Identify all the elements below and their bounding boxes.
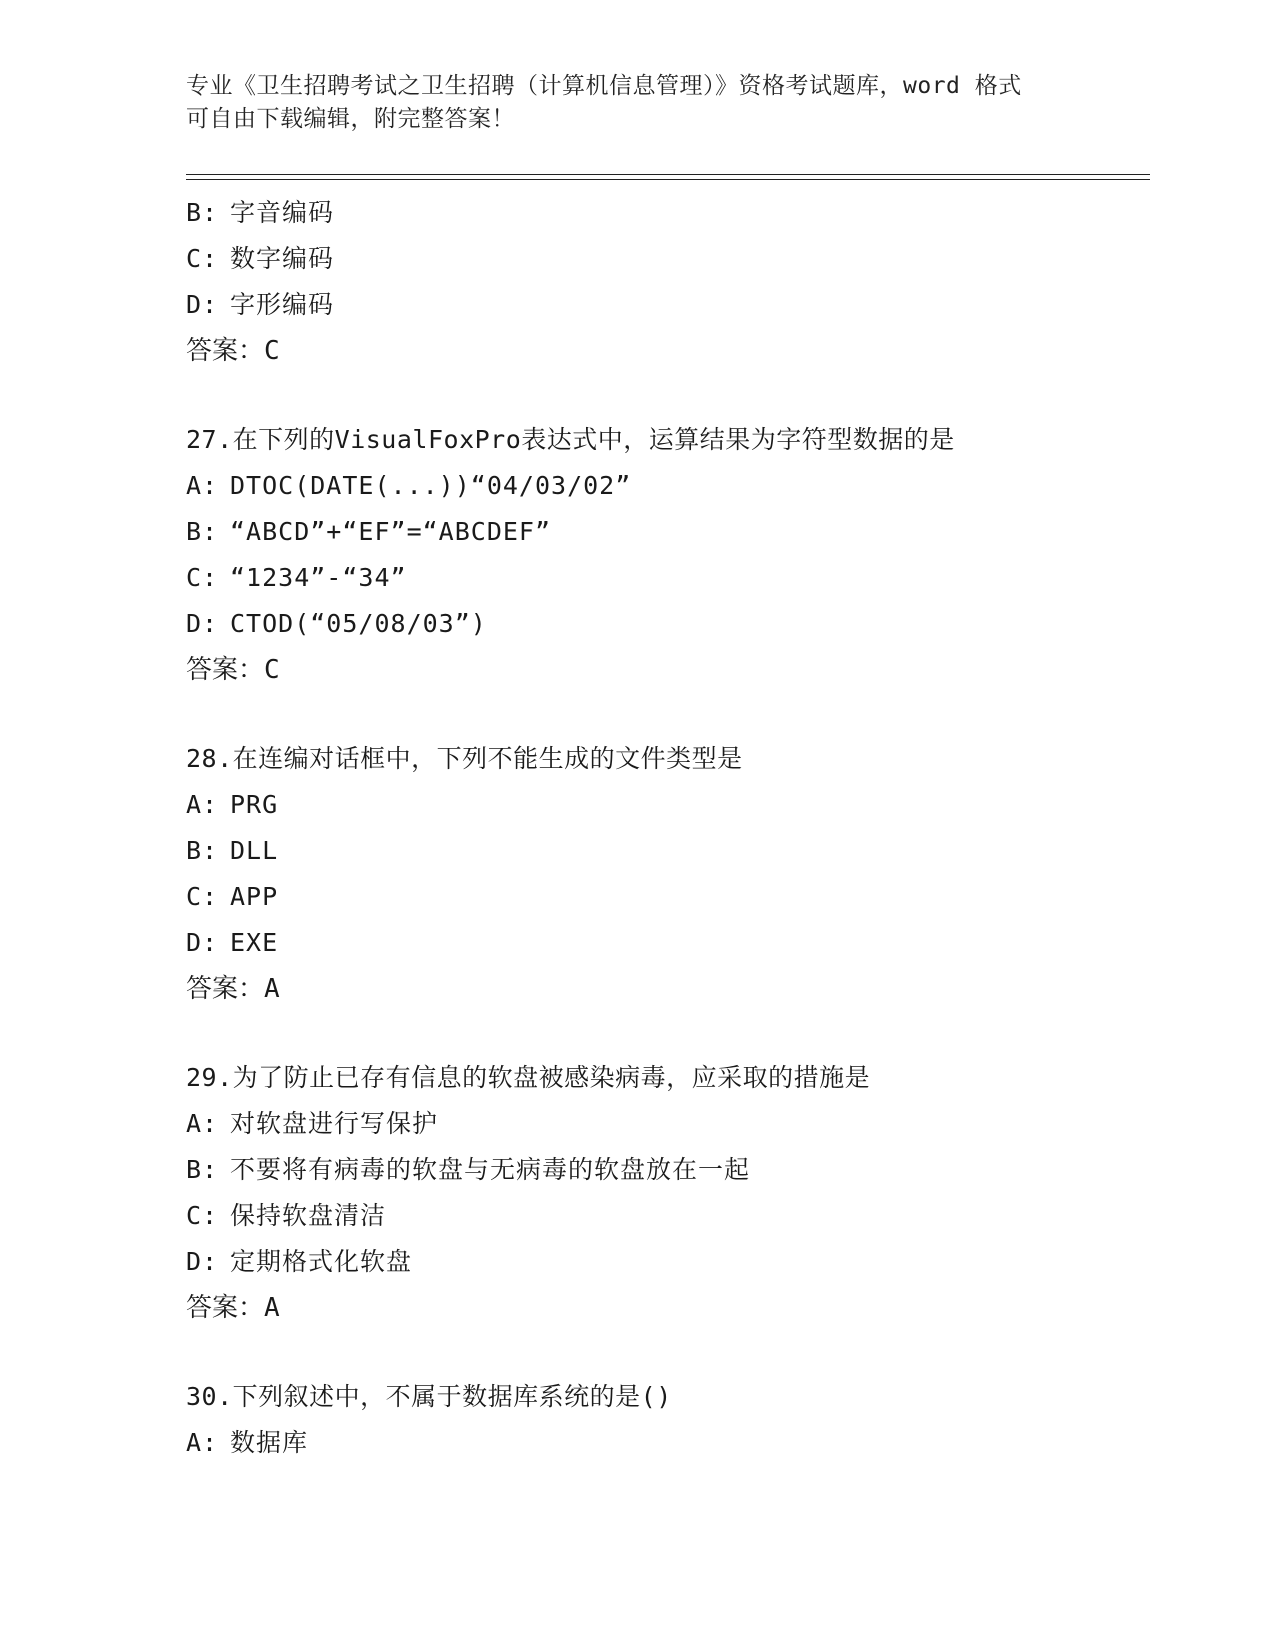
question-title: 30.下列叙述中，不属于数据库系统的是() — [186, 1382, 672, 1411]
option-text: 字音编码 — [230, 198, 335, 227]
option-letter: D: — [186, 1247, 219, 1276]
option-text: DTOC(DATE(...))“04/03/02” — [230, 471, 632, 500]
option-line — [186, 601, 1150, 647]
option-text: CTOD(“05/08/03”) — [230, 609, 487, 638]
option-letter: D: — [186, 609, 219, 638]
option-text: 定期格式化软盘 — [230, 1247, 413, 1276]
header-line-2: 可自由下载编辑，附完整答案！ — [186, 106, 515, 132]
question-list — [186, 190, 1150, 1466]
answer-line — [186, 328, 1150, 374]
option-line — [186, 828, 1150, 874]
option-text: PRG — [230, 790, 279, 819]
answer-label: 答案： — [186, 655, 265, 685]
option-line — [186, 236, 1150, 282]
header-rule-bottom — [186, 179, 1150, 180]
answer-value: C — [264, 336, 280, 366]
answer-label: 答案： — [186, 336, 265, 366]
option-text: “1234”-“34” — [230, 563, 407, 592]
option-line — [186, 555, 1150, 601]
answer-label: 答案： — [186, 1293, 265, 1323]
question-title: 29.为了防止已存有信息的软盘被感染病毒，应采取的措施是 — [186, 1063, 871, 1092]
option-letter: C: — [186, 244, 219, 273]
option-letter: A: — [186, 471, 219, 500]
answer-line — [186, 1285, 1150, 1331]
answer-line — [186, 647, 1150, 693]
option-line — [186, 1101, 1150, 1147]
option-letter: C: — [186, 563, 219, 592]
option-line — [186, 920, 1150, 966]
answer-value: A — [264, 974, 280, 1004]
option-line — [186, 282, 1150, 328]
header-rule-top — [186, 174, 1150, 175]
option-text: DLL — [230, 836, 279, 865]
option-letter: B: — [186, 198, 219, 227]
answer-value: A — [264, 1293, 280, 1323]
option-letter: B: — [186, 836, 219, 865]
option-text: EXE — [230, 928, 279, 957]
option-line — [186, 782, 1150, 828]
option-text: 数字编码 — [230, 244, 335, 273]
option-text: 保持软盘清洁 — [230, 1201, 387, 1230]
answer-label: 答案： — [186, 974, 265, 1004]
option-line — [186, 463, 1150, 509]
option-line — [186, 1193, 1150, 1239]
option-letter: A: — [186, 790, 219, 819]
option-text: 不要将有病毒的软盘与无病毒的软盘放在一起 — [230, 1155, 751, 1184]
header-line-1: 专业《卫生招聘考试之卫生招聘（计算机信息管理）》资格考试题库，word 格式 — [186, 73, 1022, 99]
option-line — [186, 874, 1150, 920]
question-28 — [186, 736, 1150, 1012]
option-letter: C: — [186, 882, 219, 911]
option-line — [186, 1147, 1150, 1193]
question-title: 27.在下列的VisualFoxPro表达式中，运算结果为字符型数据的是 — [186, 425, 955, 454]
option-letter: B: — [186, 1155, 219, 1184]
option-text: 字形编码 — [230, 290, 335, 319]
option-line — [186, 190, 1150, 236]
question-30 — [186, 1374, 1150, 1466]
option-text: 数据库 — [230, 1428, 309, 1457]
answer-value: C — [264, 655, 280, 685]
question-carryover — [186, 190, 1150, 374]
option-text: “ABCD”+“EF”=“ABCDEF” — [230, 517, 552, 546]
question-27 — [186, 417, 1150, 693]
option-line — [186, 1420, 1150, 1466]
option-text: APP — [230, 882, 279, 911]
option-letter: B: — [186, 517, 219, 546]
document-header — [186, 70, 1086, 136]
option-text: 对软盘进行写保护 — [230, 1109, 439, 1138]
option-line — [186, 1239, 1150, 1285]
option-letter: D: — [186, 928, 219, 957]
option-letter: D: — [186, 290, 219, 319]
answer-line — [186, 966, 1150, 1012]
option-letter: A: — [186, 1428, 219, 1457]
question-title: 28.在连编对话框中，下列不能生成的文件类型是 — [186, 744, 743, 773]
question-29 — [186, 1055, 1150, 1331]
option-line — [186, 509, 1150, 555]
option-letter: C: — [186, 1201, 219, 1230]
option-letter: A: — [186, 1109, 219, 1138]
